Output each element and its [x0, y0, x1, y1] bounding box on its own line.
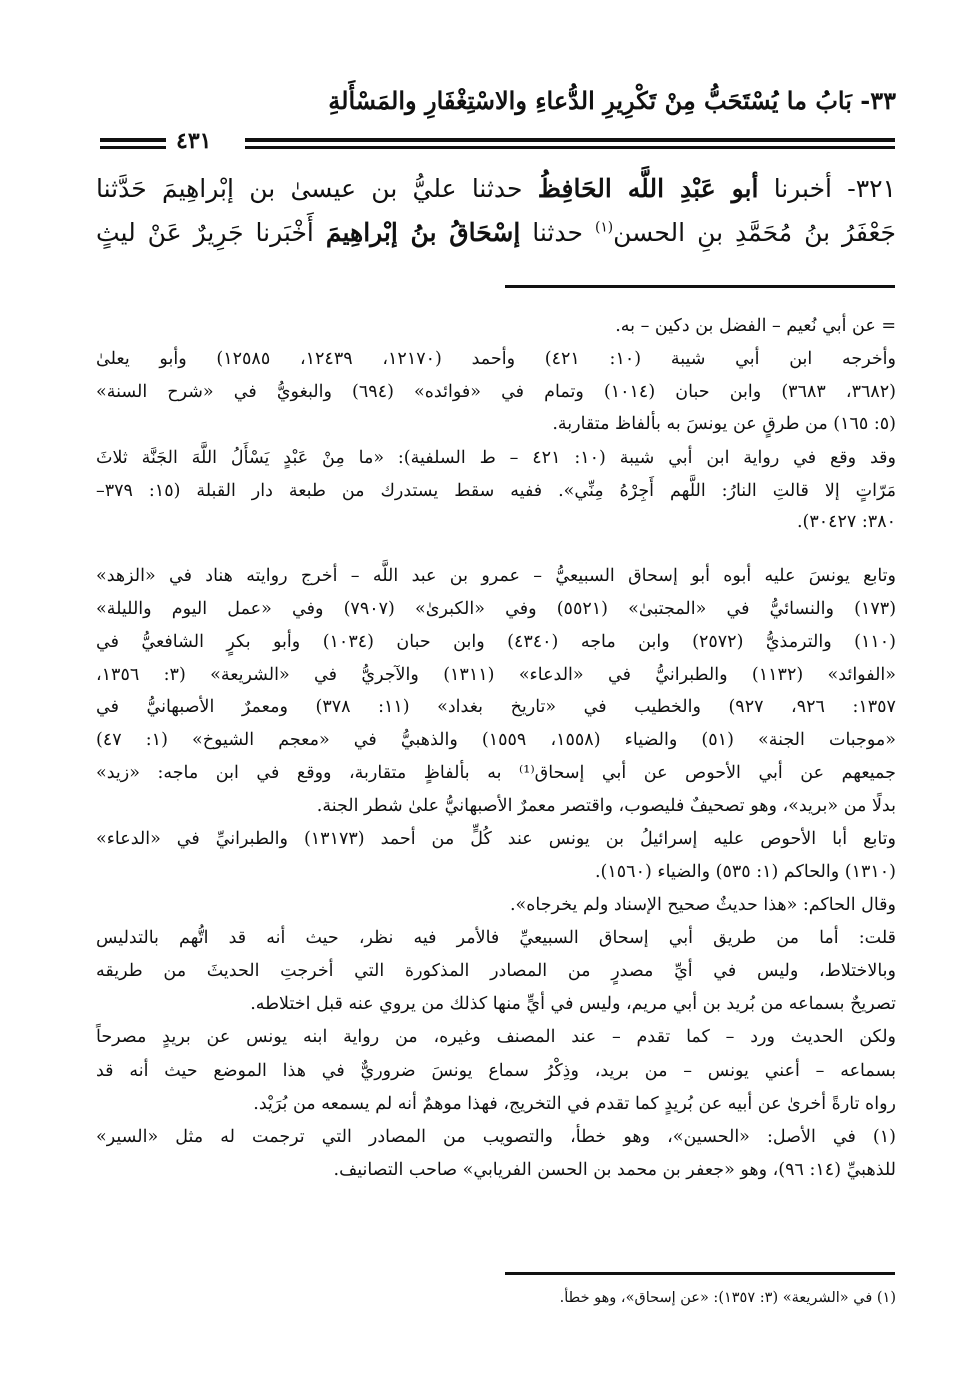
hadith-text: حدثنا: [520, 218, 595, 247]
commentary-line: جميعهم عن أبي الأحوص عن أبي إسحاق⁽¹⁾ به بألفاظٍ متقاربة، ووقع في ابن ماجه: «زيد»: [96, 763, 896, 783]
commentary-line: «موجبات الجنة» (٥١) والضياء (١٥٥٨، ١٥٥٩) والذهبيُّ في «معجم الشيوخ» (١: ٤٧): [96, 730, 896, 750]
commentary-line: وقال الحاكم: «هذا حديثٌ صحيح الإسناد ولم يخرجاه».: [509, 895, 896, 915]
footnote-ref: (١): [594, 219, 614, 236]
commentary-line: = عن أبي نُعيم – الفضل بن دكين – به.: [615, 316, 896, 336]
hadith-text: جَعْفَرُ بنُ مُحَمَّدِ بنِ الحسن: [613, 218, 896, 247]
narrator-name: أبو عَبْدِ اللَّه الحَافِظُ: [537, 174, 759, 203]
header-rule-left-bottom: [100, 146, 166, 149]
commentary-line: بدلًا من «بريد»، وهو تصحيفٌ فليصوب، واقتصر معمرٌ الأصبهانيُّ علىٰ شطر الجنة.: [316, 796, 896, 816]
commentary-line: وتابع أبا الأحوص عليه إسرائيلُ بن يونس عند كُلٍّ من أحمد (١٣١٧٣) والطبرانيِّ في «الدعاء»: [96, 829, 896, 849]
hadith-text: أَخْبَرنا جَرِيرٌ عَنْ ليثٍ: [96, 218, 326, 247]
footnote: (١) في «الشريعة» (٣: ١٣٥٧): «عن إسحاق»، وهو خطأ.: [559, 1290, 896, 1306]
commentary-line: تصريحٌ بسماعه من بُريد بن أبي مريم، وليس في أيٍّ منها كذلك من يروي عنه قبل اختلاطه.: [250, 994, 896, 1014]
footnote-line: (١) في الأصل: «الحسين»، وهو خطأ، والتصويب من المصادر التي ترجمت له مثل «السير»: [96, 1127, 896, 1147]
commentary-line: (١٧٣) والنسائيُّ في «المجتبىٰ» (٥٥٢١) وفي «الكبرىٰ» (٧٩٠٧) وفي «عمل اليوم والليلة»: [96, 599, 897, 619]
commentary-line: مَرّاتٍ إلا قالتِ النارُ: اللَّهم أَجِرْهُ مِنِّي». ففيه سقط يستدرك من طبعة دار القبلة (١٥: ٣٧٩–: [96, 481, 896, 501]
chapter-title: ٣٣- بَابُ ما يُسْتَحَبُّ مِنْ تَكْرِيرِ الدُّعاءِ والاسْتِغْفَارِ والمَسْأَلةِ: [328, 86, 896, 115]
header-rule-bottom: [245, 146, 895, 149]
hadith-line-1: [96, 174, 896, 203]
hadith-line-2: [96, 218, 896, 247]
page-number: ٤٣١: [176, 128, 212, 154]
footnote-line: للذهبيِّ (١٤: ٩٦)، وهو «جعفر بن محمد بن الحسن الفريابي» صاحب التصانيف.: [333, 1160, 896, 1180]
commentary-line: ولكن الحديث ورد – كما تقدم – عند المصنف وغيره، من رواية ابنه يونس عن بريدٍ مصرحاً: [96, 1027, 896, 1047]
hadith-text: ٣٢١- أخبرنا: [758, 174, 896, 203]
commentary-line: ١٣٥٧: ٩٢٦، ٩٢٧) والخطيب في «تاريخ بغداد» (١١: ٣٧٨) ومعمرٌ الأصبهانيُّ في: [96, 697, 896, 717]
commentary-line: وأخرجه ابن أبي شيبة (١٠: ٤٢١) وأحمد (١٢١٧٠، ١٢٤٣٩، ١٢٥٨٥) وأبو يعلىٰ: [96, 349, 896, 369]
commentary-line: «الفوائد» (١١٣٢) والطبرانيُّ في «الدعاء» (١٣١١) والآجريُّ في «الشريعة» (٣: ١٣٥٦،: [96, 665, 896, 685]
commentary-line: ٣٨٠: ٣٠٤٢٧).: [796, 512, 896, 532]
commentary-line: بسماعه – أعني يونس – من بريد، وذِكْرُ سماع يونسَ ضروريٌّ في هذا الموضع حيث أنه قد: [96, 1061, 896, 1081]
commentary-line: (٥: ١٦٥) من طرقٍ عن يونسَ به بألفاظ متقاربة.: [552, 414, 896, 434]
commentary-line: وقد وقع في رواية ابن أبي شيبة (١٠: ٤٢١ – ط السلفية): «ما مِنْ عَبْدٍ يَسْأَلُ اللَّهَ الجَنَّة ثلاثَ: [96, 448, 896, 468]
footnote-separator: [505, 1272, 895, 1275]
commentary-line: (١٣١٠) والحاكم (١: ٥٣٥) والضياء (١٥٦٠).: [594, 862, 896, 882]
commentary-line: (٣٦٨٢، ٣٦٨٣) وابن حبان (١٠١٤) وتمام في «فوائده» (٦٩٤) والبغويُّ في «شرح السنة»: [96, 382, 896, 402]
commentary-line: وبالاختلاط، وليس في أيِّ مصدرٍ من المصادر المذكورة التي أخرجتِ الحديثَ من طريقه: [96, 961, 896, 981]
hadith-text: حدثنا عليُّ بن عيسىٰ بن إبْراهِيمَ حَدَّثنا: [96, 174, 538, 203]
commentary-line: (١١٠) والترمذيُّ (٢٥٧٢) وابن ماجه (٤٣٤٠) وابن حبان (١٠٣٤) وأبو بكرٍ الشافعيُّ في: [96, 632, 896, 652]
commentary-line: رواه تارةً أخرىٰ عن أبيه عن بُريدٍ كما تقدم في التخريج، فهذا موهمٌ أنه لم يسمعه من بُرَيْد.: [253, 1094, 896, 1114]
narrator-name: إسْحَاقُ بنُ إبْراهِيمَ: [325, 218, 521, 247]
commentary-line: قلت: أما من طريق أبي إسحاق السبيعيِّ فالأمر فيه نظر، حيث أنه قد اتُّهم بالتدليس: [96, 928, 896, 948]
header-rule-top: [245, 138, 895, 142]
main-text-separator: [505, 285, 895, 288]
header-rule-left-top: [100, 138, 166, 142]
commentary-line: وتابع يونسَ عليه أبوه أبو إسحاق السبيعيُّ – عمرو بن عبد اللَّه – أخرج روايته هناد في «الزهد»: [96, 566, 896, 586]
